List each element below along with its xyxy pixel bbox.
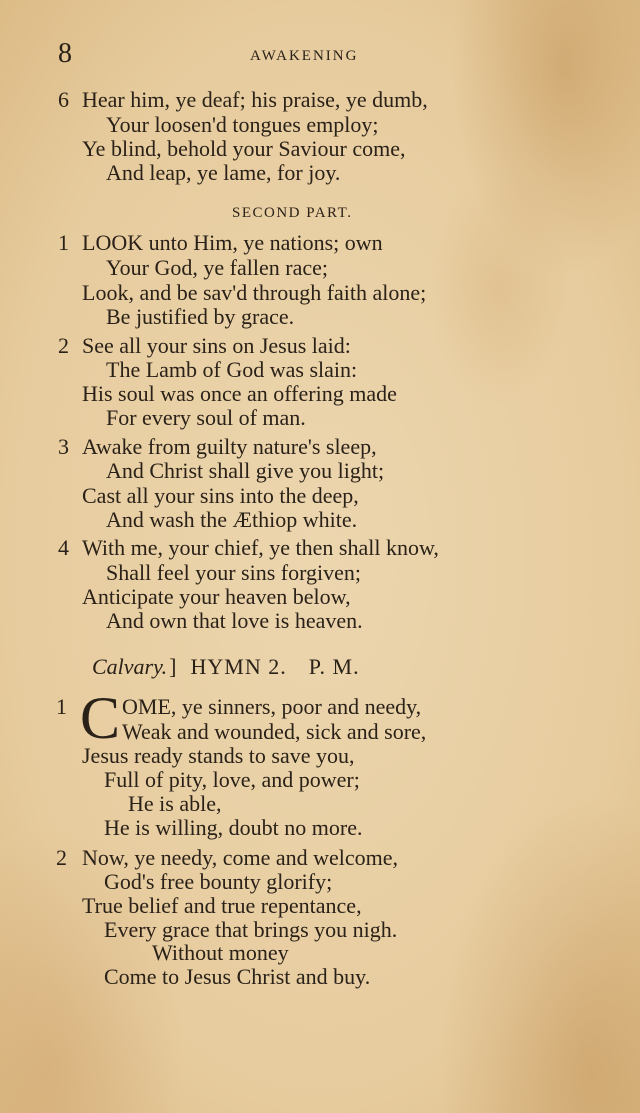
verse-line: And own that love is heaven. [106, 608, 363, 633]
page-header [58, 38, 558, 70]
verse-line: With me, your chief, ye then shall know, [82, 535, 439, 560]
verse-line: For every soul of man. [106, 405, 306, 430]
verse-line: Without money [152, 940, 289, 965]
drop-cap: C [80, 685, 121, 751]
verse-line: The Lamb of God was slain: [106, 357, 358, 382]
meter: P. M. [308, 654, 360, 679]
tune-name: Calvary. [92, 654, 168, 679]
hymn-heading [92, 653, 360, 681]
verse-line: He is willing, doubt no more. [104, 815, 363, 840]
verse-line: God's free bounty glorify; [104, 869, 333, 894]
verse-line: Be justified by grace. [106, 304, 295, 329]
stanza-number: 3 [58, 434, 69, 459]
verse-line: Come to Jesus Christ and buy. [104, 964, 371, 989]
verse-line: He is able, [128, 791, 222, 816]
stanza-number: 2 [56, 845, 67, 870]
verse-line: True belief and true repentance, [82, 893, 362, 918]
verse-line: Now, ye needy, come and welcome, [82, 845, 399, 870]
page-number: 8 [58, 38, 72, 69]
verse-line: Jesus ready stands to save you, [82, 743, 355, 768]
verse-line: And leap, ye lame, for joy. [106, 160, 341, 185]
stanza-number: 2 [58, 333, 69, 358]
stanza-number: 1 [58, 230, 69, 255]
verse-line: Every grace that brings you nigh. [104, 917, 398, 942]
verse-line: Your loosen'd tongues employ; [106, 112, 379, 137]
stanza-number: 1 [56, 694, 67, 719]
bracket: ] [169, 654, 177, 679]
verse-line: Ye blind, behold your Saviour come, [82, 136, 406, 161]
verse-line: Full of pity, love, and power; [104, 767, 360, 792]
verse-line: Weak and wounded, sick and sore, [122, 719, 427, 744]
verse-line: Cast all your sins into the deep, [82, 483, 359, 508]
verse-line: Your God, ye fallen race; [106, 255, 328, 280]
verse-line: See all your sins on Jesus laid: [82, 333, 351, 358]
section-title: SECOND PART. [232, 205, 353, 221]
verse-line: Shall feel your sins forgiven; [106, 560, 361, 585]
verse-line: And wash the Æthiop white. [106, 507, 358, 532]
stanza-number: 4 [58, 535, 69, 560]
verse-line: Anticipate your heaven below, [82, 584, 351, 609]
verse-line: Awake from guilty nature's sleep, [82, 434, 377, 459]
hymn-label: HYMN 2. [190, 654, 287, 679]
verse-line: OME, ye sinners, poor and needy, [122, 694, 422, 719]
verse-line: His soul was once an offering made [82, 381, 397, 406]
stanza-number: 6 [58, 87, 69, 112]
verse-line: And Christ shall give you light; [106, 458, 385, 483]
verse-line: LOOK unto Him, ye nations; own [82, 230, 383, 255]
running-head: AWAKENING [250, 48, 359, 64]
verse-line: Look, and be sav'd through faith alone; [82, 280, 427, 305]
verse-line: Hear him, ye deaf; his praise, ye dumb, [82, 87, 428, 112]
